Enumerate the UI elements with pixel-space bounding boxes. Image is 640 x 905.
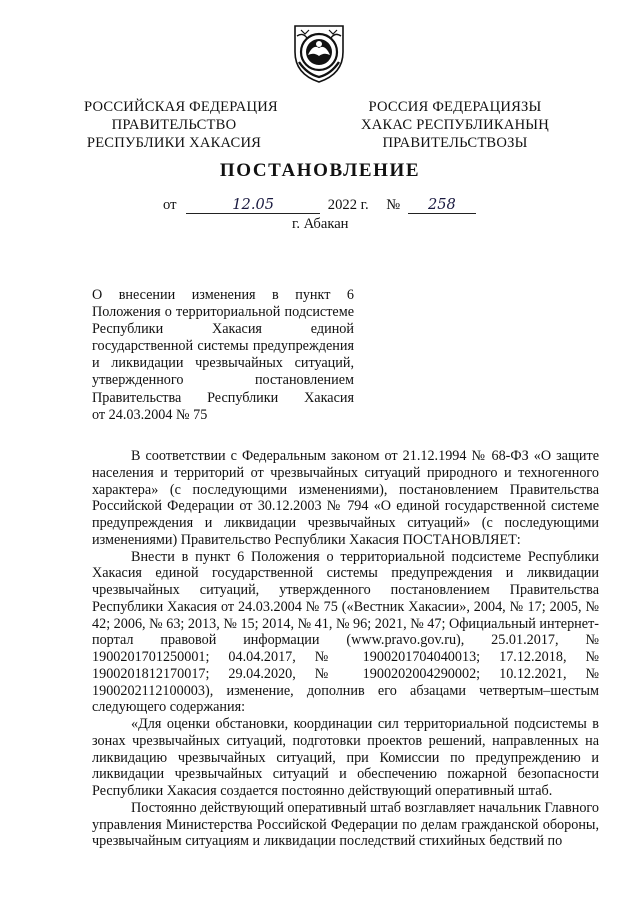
paragraph-quote-1: «Для оценки обстановки, координации сил территориальной подсистемы в зонах чрезвычайных ситуаций, подготовки проектов решений, направленных на ликвидацию чрезвычайных ситуаций, при Комиссии по предупреждению и ликвидации чрезвычайных ситуаций и обеспечению пожарной безопасности Республики Хакасия создается постоянно действующий оперативный штаб.	[92, 716, 599, 799]
header-right-line-3: ПРАВИТЕЛЬСТВОЗЫ	[382, 135, 528, 151]
subject-line-2: Положения о территориальной подсистеме	[92, 304, 354, 321]
paragraph-quote-2: Постоянно действующий оперативный штаб возглавляет начальник Главного управления Министерства Российской Федерации по делам гражданской обороны, чрезвычайным ситуациям и ликвидации последствий стихийных бедствий по	[92, 799, 599, 850]
number-label: №	[386, 197, 401, 213]
header-russian	[84, 98, 278, 152]
subject-line-5: и ликвидации чрезвычайных ситуаций,	[92, 355, 354, 372]
from-label: от	[163, 197, 177, 213]
year-label: 2022 г.	[327, 197, 369, 213]
coat-of-arms-emblem	[289, 22, 349, 86]
subject-line-7: Правительства Республики Хакасия	[92, 389, 354, 406]
date-field	[186, 196, 320, 214]
document-subject	[92, 287, 354, 424]
header-right-line-2: ХАКАС РЕСПУБЛИКАНЫҢ	[361, 117, 549, 133]
document-body	[92, 448, 599, 850]
subject-line-4: государственной системы предупреждения	[92, 338, 354, 355]
date-number-line	[163, 196, 476, 214]
handwritten-date: 12.05	[232, 196, 275, 213]
subject-line-8: от 24.03.2004 № 75	[92, 406, 208, 423]
subject-line-1: О внесении изменения в пункт 6	[92, 287, 354, 303]
header-left-line-3: РЕСПУБЛИКИ ХАКАСИЯ	[86, 135, 262, 151]
document-title: ПОСТАНОВЛЕНИЕ	[219, 160, 421, 181]
handwritten-number: 258	[427, 196, 456, 213]
header-left-line-1: РОССИЙСКАЯ ФЕДЕРАЦИЯ	[84, 99, 278, 115]
subject-line-3: Республики Хакасия единой	[92, 321, 354, 338]
header-right-line-1: РОССИЯ ФЕДЕРАЦИЯЗЫ	[368, 99, 542, 115]
paragraph-preamble: В соответствии с Федеральным законом от 21.12.1994 № 68-ФЗ «О защите населения и территорий от чрезвычайных ситуаций природного и техногенного характера» (с последующими изменениями), постановлением Правительства Российской Федерации от 30.12.2003 № 794 «О единой государственной системе предупреждения и ликвидации чрезвычайных ситуаций» (с последующими изменениями) Правительство Республики Хакасия ПОСТАНОВЛЯЕТ:	[92, 448, 599, 548]
header-left-line-2: ПРАВИТЕЛЬСТВО	[111, 117, 237, 133]
header-khakas	[360, 98, 550, 152]
subject-line-6: утвержденного постановлением	[92, 372, 354, 389]
paragraph-amendment: Внести в пункт 6 Положения о территориальной подсистеме Республики Хакасия единой государственной системы предупреждения и ликвидации чрезвычайных ситуаций, утвержденного постановлением Правительства Республики Хакасия от 24.03.2004 № 75 («Вестник Хакасии», 2004, № 17; 2005, № 42; 2006, № 63; 2013, № 15; 2014, № 41, № 96; 2021, № 47; Официальный интернет-портал правовой информации (www.pravo.gov.ru), 25.01.2017, № 1900201701250001; 04.04.2017, № 1900201704040013; 17.12.2018, № 1900201812170017; 29.04.2020, № 1900202004290002; 10.12.2021, № 1900202112100003), изменение, дополнив его абзацами четвертым–шестым следующего содержания:	[92, 548, 599, 716]
city-label: г. Абакан	[292, 216, 349, 232]
number-field	[408, 196, 476, 214]
